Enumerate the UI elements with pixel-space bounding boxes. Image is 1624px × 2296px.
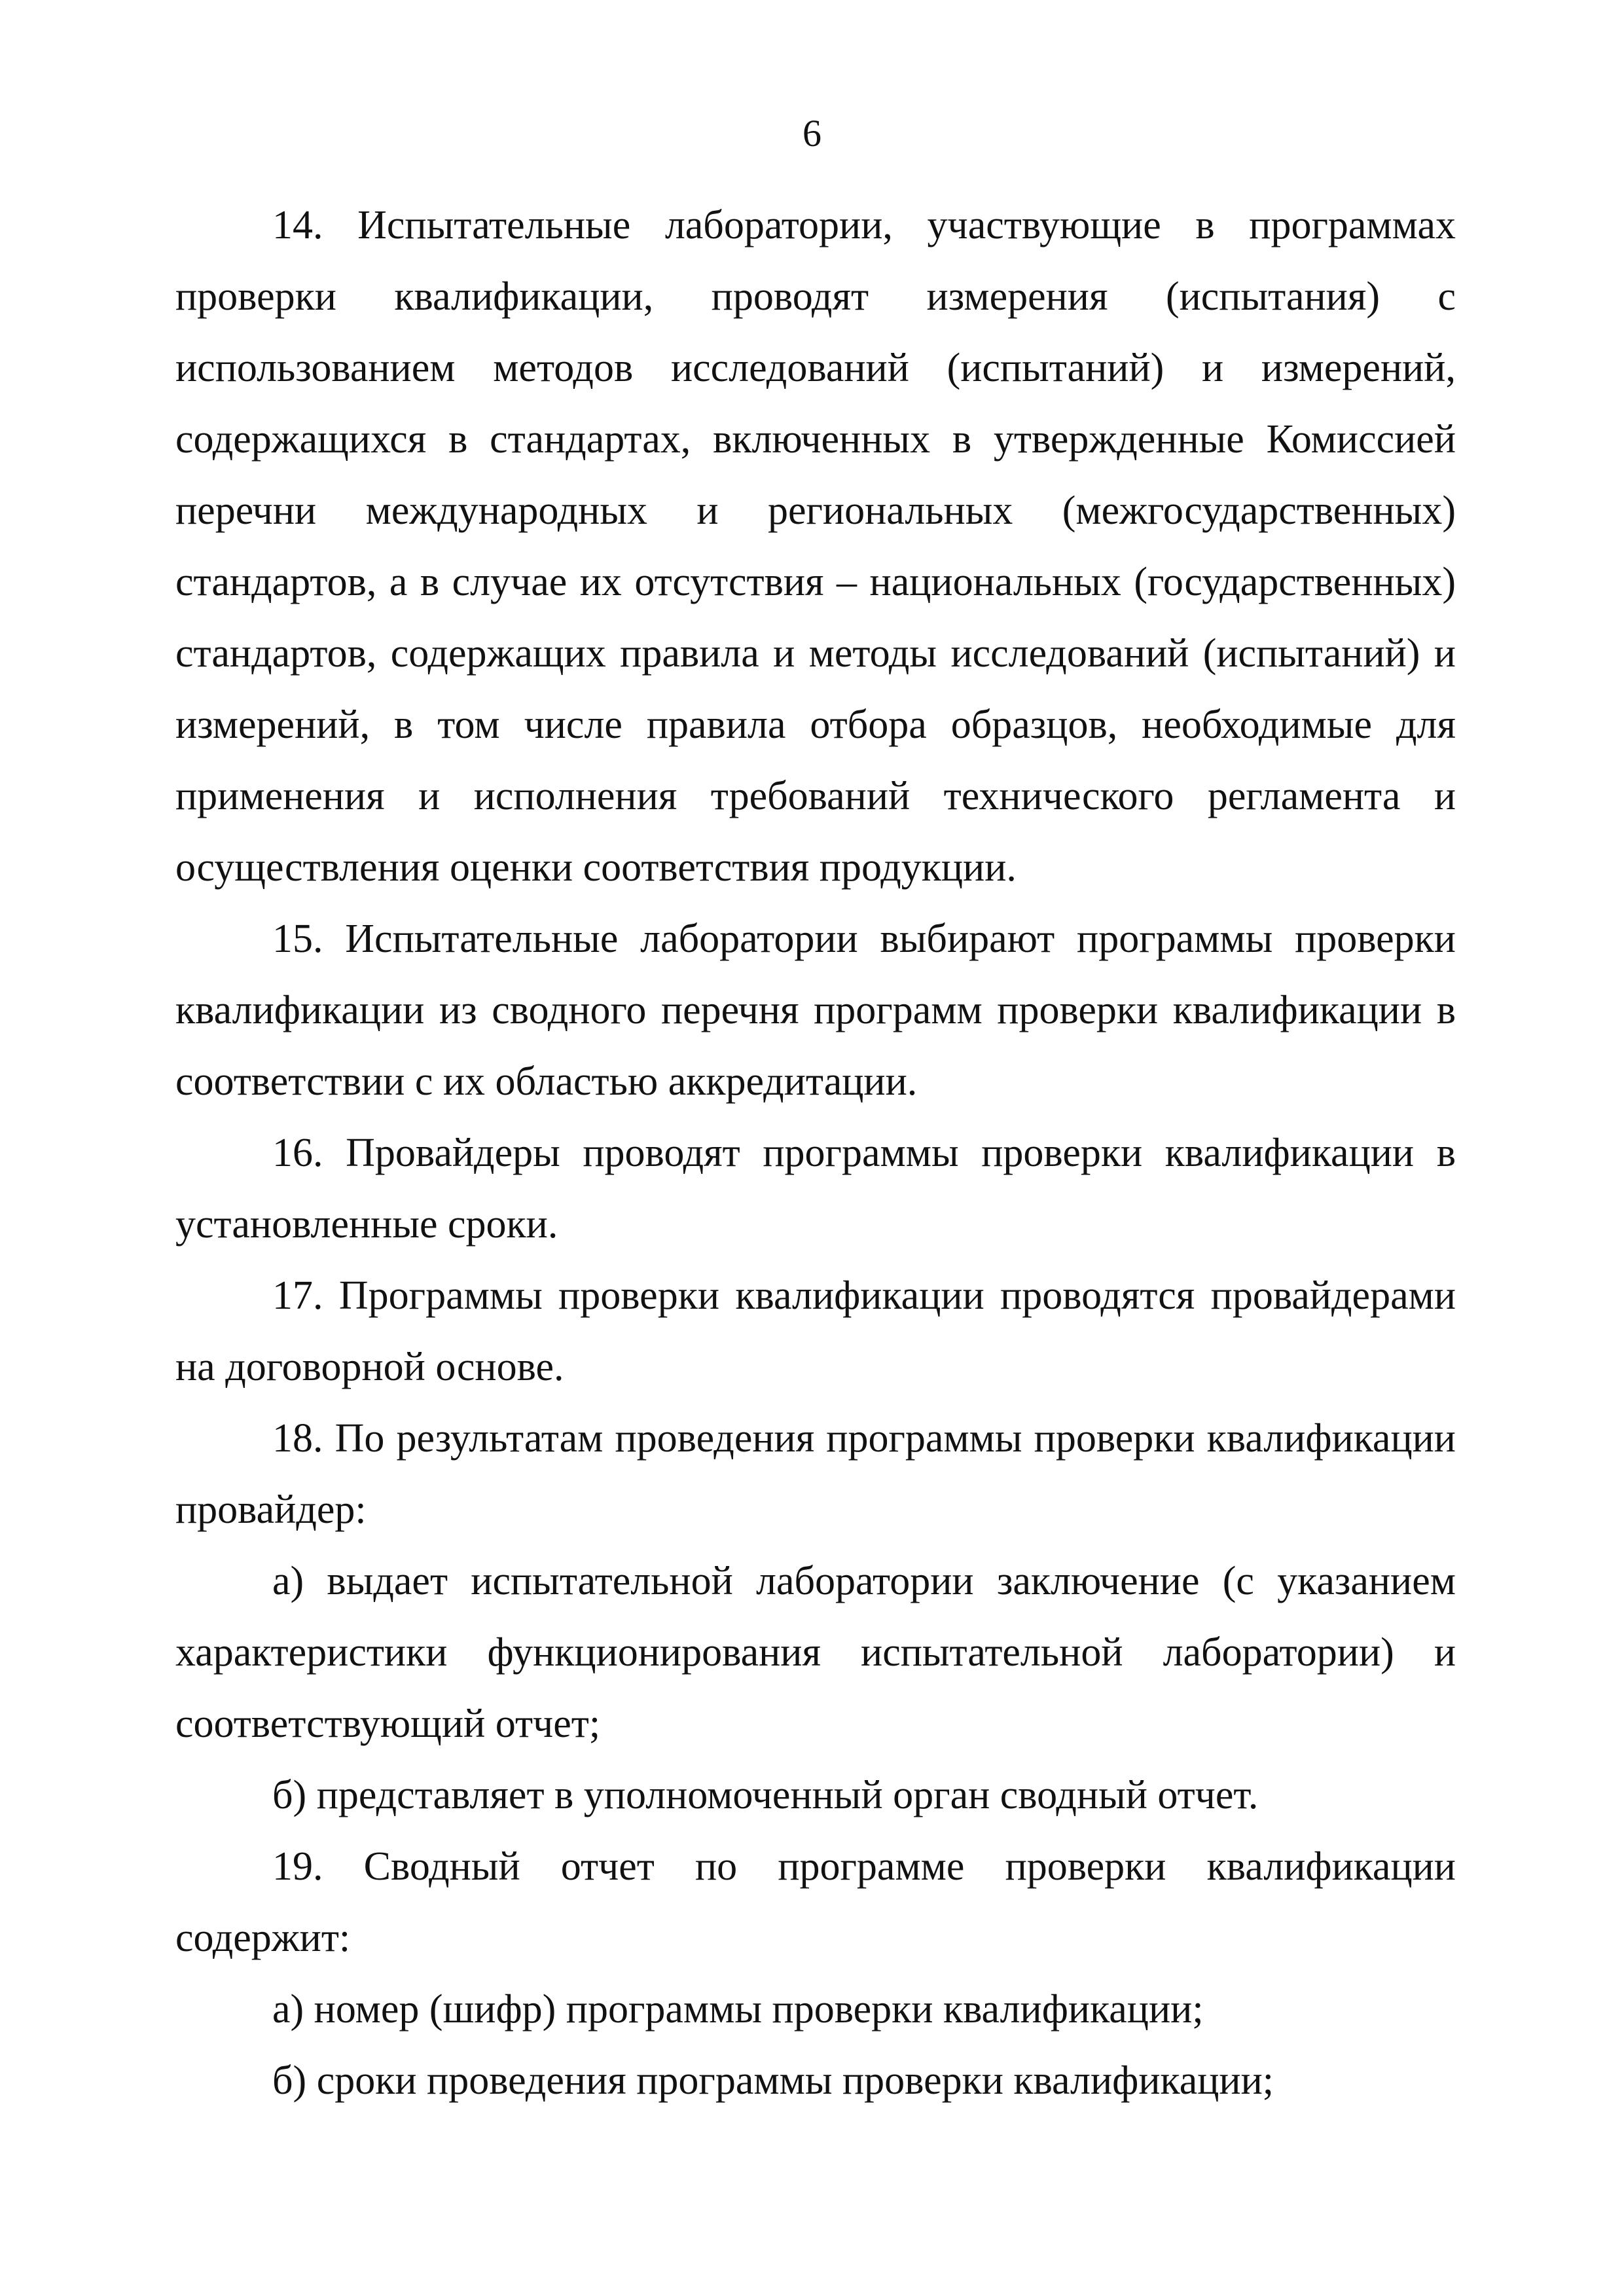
paragraph-16: 16. Провайдеры проводят программы проверки квалификации в установленные сроки. [175,1131,1456,1247]
paragraph-17: 17. Программы проверки квалификации проводятся провайдерами на договорной основе. [175,1273,1456,1389]
page-number: 6 [803,112,821,155]
paragraph-18-b: б) представляет в уполномоченный орган сводный отчет. [272,1773,1259,1817]
paragraph-19-a: а) номер (шифр) программы проверки квалификации; [272,1987,1204,2032]
paragraph-14: 14. Испытательные лаборатории, участвующие в программах проверки квалификации, проводят измерения (испытания) с использованием методов исследований (испытаний) и измерений, содержащихся в стандартах, включенных в утвержденные Комиссией перечни международных и региональных (межгосударственных) стандартов, а в случае их отсутствия – национальных (государственных) стандартов, содержащих правила и методы исследований (испытаний) и измерений, в том числе правила отбора образцов, необходимые для применения и исполнения требований технического регламента и осуществления оценки соответствия продукции. [175,203,1456,890]
paragraph-18: 18. По результатам проведения программы проверки квалификации провайдер: [175,1416,1456,1532]
paragraph-18-a: а) выдает испытательной лаборатории заключение (с указанием характеристики функционирования испытательной лаборатории) и соответствующий отчет; [175,1559,1456,1746]
paragraph-19-b: б) сроки проведения программы проверки квалификации; [272,2058,1274,2103]
paragraph-19: 19. Сводный отчет по программе проверки квалификации содержит: [175,1844,1456,1960]
paragraph-15: 15. Испытательные лаборатории выбирают программы проверки квалификации из сводного перечня программ проверки квалификации в соответствии с их областью аккредитации. [175,917,1456,1104]
document-body [175,190,1456,2117]
